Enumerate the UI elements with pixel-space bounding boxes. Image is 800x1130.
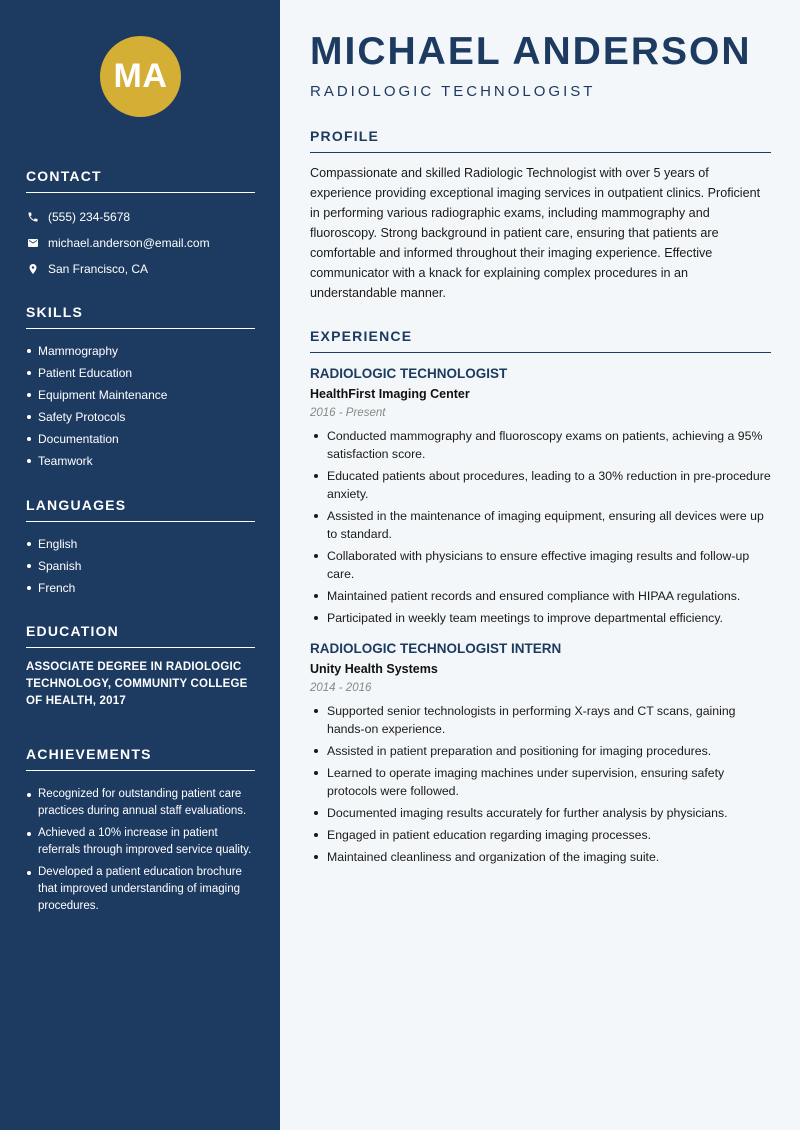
- language-item: English: [26, 533, 255, 555]
- languages-section: [26, 497, 255, 599]
- skill-item: Safety Protocols: [26, 406, 255, 428]
- language-item: Spanish: [26, 555, 255, 577]
- job-bullet: Maintained patient records and ensured compliance with HIPAA regulations.: [310, 587, 771, 605]
- job-bullet: Educated patients about procedures, leading to a 30% reduction in pre-procedure anxiety.: [310, 467, 771, 503]
- achievement-item: Achieved a 10% increase in patient referrals through improved service quality.: [26, 825, 255, 859]
- contact-heading: CONTACT: [26, 168, 255, 193]
- profile-heading: PROFILE: [310, 128, 771, 153]
- contact-location: [26, 256, 255, 282]
- skills-list: [26, 340, 255, 472]
- job-bullet: Assisted in the maintenance of imaging equipment, ensuring all devices were up to standard.: [310, 507, 771, 543]
- job-dates: 2014 - 2016: [310, 682, 372, 694]
- avatar-initials: MA: [113, 57, 168, 95]
- skill-item: Equipment Maintenance: [26, 384, 255, 406]
- location-text: San Francisco, CA: [48, 262, 149, 276]
- experience-section: [310, 328, 771, 880]
- experience-heading: EXPERIENCE: [310, 328, 771, 353]
- job-bullet: Assisted in patient preparation and positioning for imaging procedures.: [310, 742, 771, 760]
- skill-item: Teamwork: [26, 450, 255, 472]
- job-title: RADIOLOGIC TECHNOLOGIST INTERN: [310, 641, 562, 656]
- phone-icon: [26, 210, 40, 224]
- job-bullet: Supported senior technologists in performing X-rays and CT scans, gaining hands-on experience.: [310, 702, 771, 738]
- skill-item: Patient Education: [26, 362, 255, 384]
- job-company: Unity Health Systems: [310, 662, 438, 676]
- achievements-list: [26, 786, 255, 915]
- job-bullet: Engaged in patient education regarding imaging processes.: [310, 826, 771, 844]
- contact-email: [26, 230, 255, 256]
- job-company: HealthFirst Imaging Center: [310, 387, 470, 401]
- job-bullet: Collaborated with physicians to ensure effective imaging results and follow-up care.: [310, 547, 771, 583]
- job-bullet: Conducted mammography and fluoroscopy exams on patients, achieving a 95% satisfaction score.: [310, 427, 771, 463]
- sidebar: [0, 0, 280, 1130]
- achievements-heading: ACHIEVEMENTS: [26, 746, 255, 771]
- job-bullets: [310, 427, 771, 627]
- contact-phone: [26, 204, 255, 230]
- skills-heading: SKILLS: [26, 304, 255, 329]
- job-title: RADIOLOGIC TECHNOLOGIST: [310, 366, 508, 381]
- location-pin-icon: [26, 262, 40, 276]
- languages-heading: LANGUAGES: [26, 497, 255, 522]
- education-section: [26, 623, 255, 710]
- job-bullet: Learned to operate imaging machines under supervision, ensuring safety protocols were followed.: [310, 764, 771, 800]
- profile-text: Compassionate and skilled Radiologic Technologist with over 5 years of experience providing exceptional imaging services in outpatient clinics. Proficient in performing various radiographic exams, including mammography and fluoroscopy. Strong background in patient care, ensuring that patients are comfortable and informed throughout their imaging experience. Effective communicator with a knack for explaining complex procedures in an understandable manner.: [310, 166, 761, 300]
- skills-section: [26, 304, 255, 472]
- education-entry: ASSOCIATE DEGREE IN RADIOLOGIC TECHNOLOGY, COMMUNITY COLLEGE OF HEALTH, 2017: [26, 661, 248, 707]
- languages-list: [26, 533, 255, 599]
- contact-section: [26, 168, 255, 282]
- profile-section: [310, 128, 771, 303]
- achievement-item: Recognized for outstanding patient care practices during annual staff evaluations.: [26, 786, 255, 820]
- education-heading: EDUCATION: [26, 623, 255, 648]
- email-text: michael.anderson@email.com: [48, 236, 210, 250]
- skill-item: Mammography: [26, 340, 255, 362]
- language-item: French: [26, 577, 255, 599]
- job-dates: 2016 - Present: [310, 407, 386, 419]
- job-bullets: [310, 702, 771, 866]
- candidate-title: RADIOLOGIC TECHNOLOGIST: [310, 83, 596, 100]
- job-bullet: Maintained cleanliness and organization of the imaging suite.: [310, 848, 771, 866]
- phone-text: (555) 234-5678: [48, 210, 131, 224]
- achievements-section: [26, 746, 255, 920]
- skill-item: Documentation: [26, 428, 255, 450]
- email-icon: [26, 236, 40, 250]
- achievement-item: Developed a patient education brochure that improved understanding of imaging procedures.: [26, 864, 255, 915]
- avatar: [100, 36, 181, 117]
- job-entry: [310, 641, 771, 866]
- candidate-name: MICHAEL ANDERSON: [310, 30, 752, 73]
- job-entry: [310, 366, 771, 627]
- job-bullet: Participated in weekly team meetings to improve departmental efficiency.: [310, 609, 771, 627]
- job-bullet: Documented imaging results accurately for further analysis by physicians.: [310, 804, 771, 822]
